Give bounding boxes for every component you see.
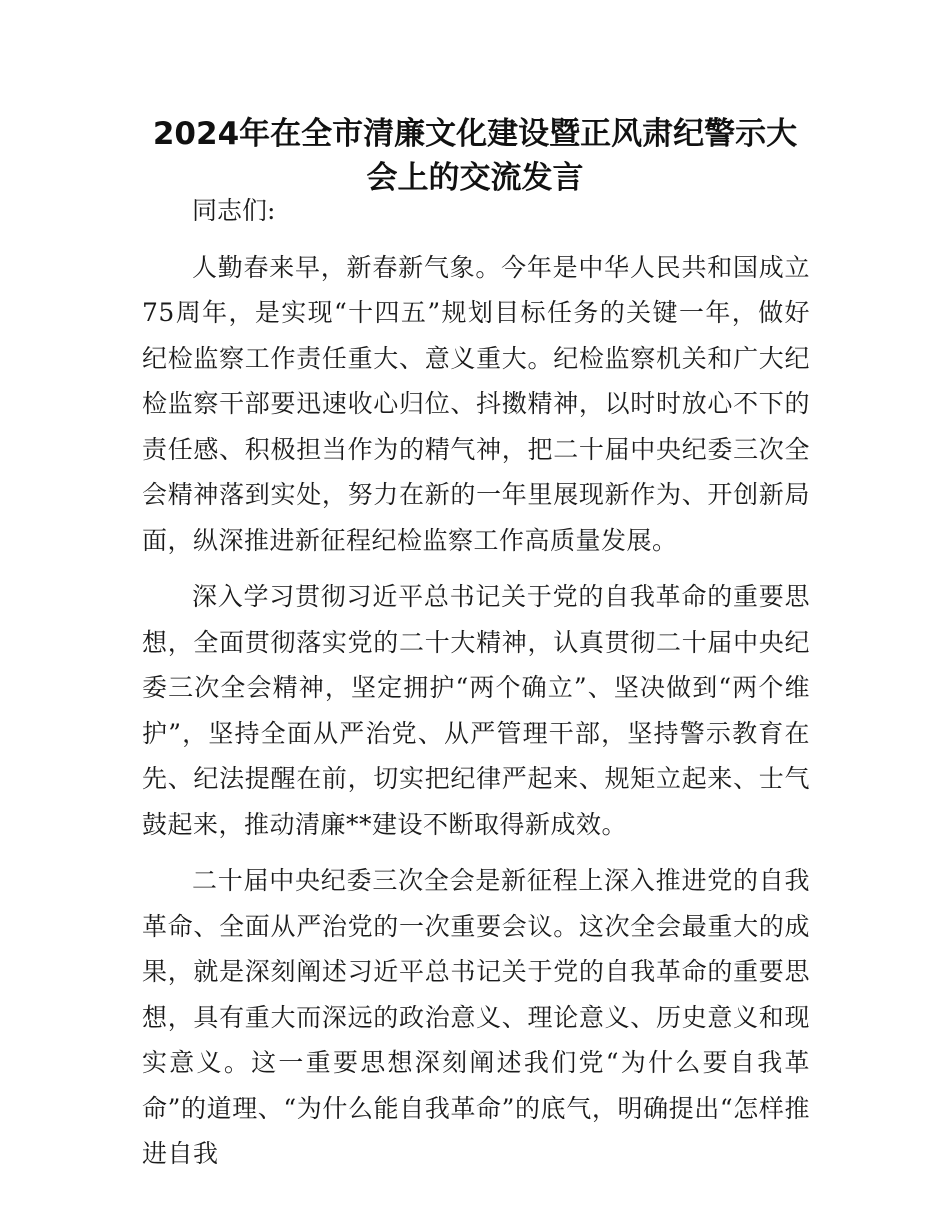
- salutation: 同志们:: [192, 196, 276, 225]
- paragraph-1: 人勤春来早，新春新气象。今年是中华人民共和国成立75周年，是实现“十四五”规划目标任务的关键一年，做好纪检监察工作责任重大、意义重大。纪检监察机关和广大纪检监察干部要迅速收心归位、抖擞精神，以时时放心不下的责任感、积极担当作为的精气神，把二十届中央纪委三次全会精神落到实处，努力在新的一年里展现新作为、开创新局面，纵深推进新征程纪检监察工作高质量发展。: [142, 252, 810, 555]
- document-title: 2024年在全市清廉文化建设暨正风肃纪警示大会上的交流发言: [152, 116, 798, 196]
- paragraph-3: 二十届中央纪委三次全会是新征程上深入推进党的自我革命、全面从严治党的一次重要会议。这次全会最重大的成果，就是深刻阐述习近平总书记关于党的自我革命的重要思想，具有重大而深远的政治意义、理论意义、历史意义和现实意义。这一重要思想深刻阐述我们党“为什么要自我革命”的道理、“为什么能自我革命”的底气，明确提出“怎样推进自我: [142, 866, 810, 1168]
- paragraph-2: 深入学习贯彻习近平总书记关于党的自我革命的重要思想，全面贯彻落实党的二十大精神，认真贯彻二十届中央纪委三次全会精神，坚定拥护“两个确立”、坚决做到“两个维护”，坚持全面从严治党、从严管理干部，坚持警示教育在先、纪法提醒在前，切实把纪律严起来、规矩立起来、士气鼓起来，推动清廉**建设不断取得新成效。: [142, 582, 810, 839]
- document-body: [142, 188, 810, 1188]
